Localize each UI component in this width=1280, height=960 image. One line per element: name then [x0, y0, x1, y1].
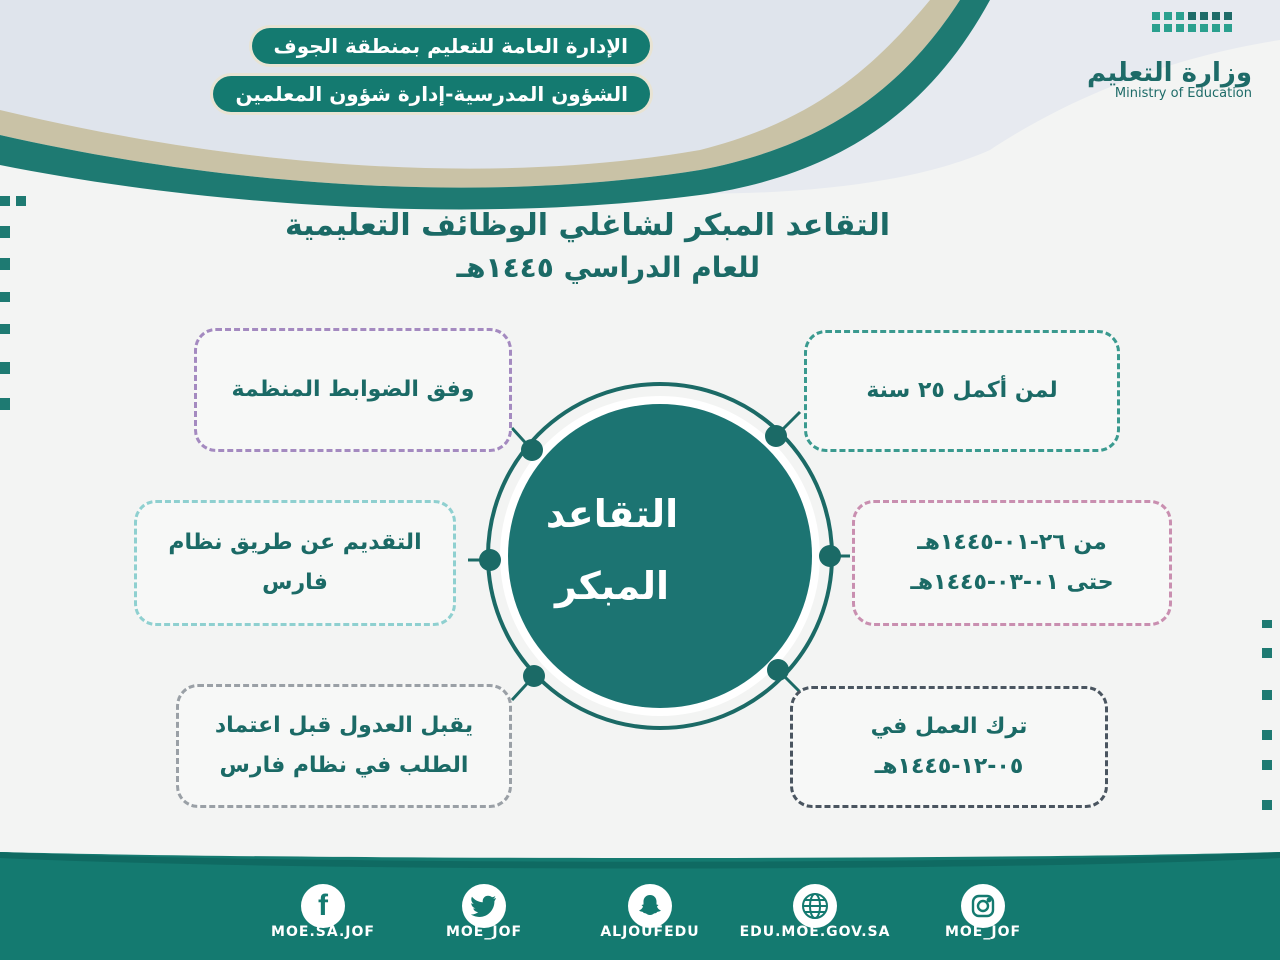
box-text-line2: الطلب في نظام فارس	[219, 753, 469, 778]
box-text-line1: ترك العمل في	[870, 714, 1028, 739]
social-links	[0, 924, 1280, 948]
facebook-icon[interactable]: f	[301, 884, 345, 928]
box-text: لمن أكمل ٢٥ سنة	[866, 378, 1058, 403]
website-link[interactable]: EDU.MOE.GOV.SA	[739, 924, 891, 940]
facebook-link[interactable]: MOE.SA.JOF	[271, 924, 375, 940]
globe-icon[interactable]	[793, 884, 837, 928]
center-label	[512, 460, 712, 640]
center-label-line1: التقاعد	[545, 492, 679, 536]
page-title	[285, 204, 890, 288]
leave-work-date	[790, 686, 1108, 808]
application-method	[134, 500, 456, 626]
box-text-line2: فارس	[262, 570, 328, 595]
ministry-name-english: Ministry of Education	[1114, 86, 1252, 101]
twitter-icon[interactable]	[462, 884, 506, 928]
box-text-line1: التقديم عن طريق نظام	[168, 530, 422, 555]
condition-service-years	[804, 330, 1120, 452]
title-main: التقاعد المبكر لشاغلي الوظائف التعليمية	[284, 208, 890, 243]
department-banner: الشؤون المدرسية-إدارة شؤون المعلمين	[213, 76, 650, 112]
box-text-line2: حتى ٠١-٠٣-١٤٤٥هـ	[910, 570, 1114, 595]
box-text-line1: من ٢٦-٠١-١٤٤٥هـ	[917, 530, 1107, 555]
withdrawal-condition	[176, 684, 512, 808]
box-text-line2: ٠٥-١٢-١٤٤٥هـ	[874, 754, 1024, 779]
ministry-name-arabic: وزارة التعليم	[1087, 58, 1252, 88]
twitter-link[interactable]: MOE_JOF	[445, 924, 523, 940]
logo-dots-icon	[1152, 8, 1242, 44]
directorate-banner: الإدارة العامة للتعليم بمنطقة الجوف	[252, 28, 651, 64]
instagram-icon[interactable]	[961, 884, 1005, 928]
snapchat-link[interactable]: ALJOUFEDU	[600, 924, 700, 940]
center-label-line2: المبكر	[554, 564, 670, 608]
snapchat-icon[interactable]	[628, 884, 672, 928]
box-text: وفق الضوابط المنظمة	[231, 377, 475, 402]
instagram-link[interactable]: MOE_JOF	[944, 924, 1022, 940]
box-text-line1: يقبل العدول قبل اعتماد	[214, 713, 474, 738]
regulations-condition	[194, 328, 512, 452]
ministry-logo	[1052, 8, 1252, 148]
application-period	[852, 500, 1172, 626]
title-year: للعام الدراسي ١٤٤٥هـ	[456, 251, 760, 284]
